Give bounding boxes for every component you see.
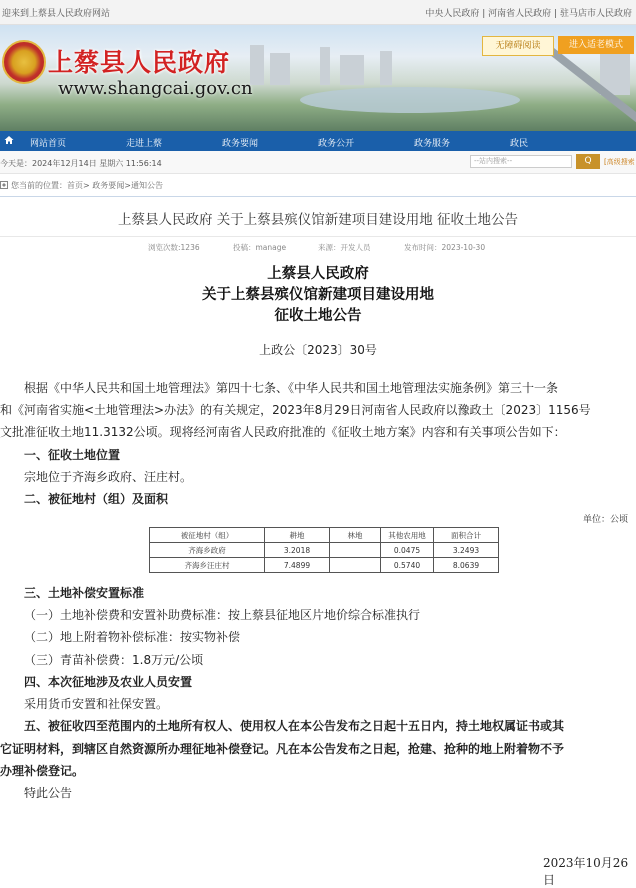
link-henan-gov[interactable]: 河南省人民政府: [488, 9, 552, 19]
link-separator: |: [554, 9, 558, 19]
divider: [0, 236, 636, 237]
banner-building: [380, 51, 392, 85]
site-title[interactable]: 上蔡县人民政府: [48, 48, 231, 77]
section-title: 五、被征收四至范围内的土地所有权人、使用权人在本公告发布之日起十五日内，持土地权属证书或其: [24, 719, 565, 733]
sign-date: 2023年10月26日: [543, 856, 629, 887]
intro-line: 和《河南省实施<土地管理法>办法》的有关规定，2023年8月29日河南省人民政府以豫政土〔2023〕1156号: [0, 403, 591, 417]
intro-line: 文批准征收土地11.3132公顷。现将经河南省人民政府批准的《征收土地方案》内容和有关事项公告如下：: [0, 425, 566, 439]
table-row: [150, 558, 499, 573]
section-body: 办理补偿登记。: [0, 764, 85, 778]
section-title: 二、被征地村（组）及面积: [24, 492, 169, 506]
table-cell: [330, 543, 381, 558]
table-header: 耕地: [265, 528, 330, 543]
section-body: 宗地位于齐海乡政府、汪庄村。: [24, 470, 193, 484]
section-item: （一）土地补偿费和安置补助费标准：按上蔡县征地区片地价综合标准执行: [24, 608, 421, 622]
table-cell: 齐海乡政府: [150, 543, 265, 558]
main-nav: [0, 131, 636, 151]
nav-item-about[interactable]: 走进上蔡: [126, 139, 163, 149]
section-title: 三、土地补偿安置标准: [24, 586, 145, 600]
table-cell: 3.2493: [434, 543, 499, 558]
meta-published: 发布时间：2023-10-30: [404, 243, 486, 252]
breadcrumb-text[interactable]: 您当前的位置：首页> 政务要闻>通知公告: [11, 181, 163, 190]
divider: [0, 196, 636, 197]
table-cell: 3.2018: [265, 543, 330, 558]
section-item: （二）地上附着物补偿标准：按实物补偿: [24, 630, 241, 644]
doc-heading-line-2: 关于上蔡县殡仪馆新建项目建设用地: [202, 287, 434, 303]
accessibility-button[interactable]: 无障碍阅读: [482, 36, 554, 56]
doc-heading-line-1: 上蔡县人民政府: [267, 266, 369, 282]
search-input[interactable]: --站内搜索--: [470, 155, 572, 168]
date-search-bar: [0, 151, 636, 174]
meta-author: 投稿：manage: [233, 243, 287, 252]
table-header-row: [150, 528, 499, 543]
land-table: [149, 527, 499, 573]
banner-building: [340, 55, 364, 85]
table-header: 林地: [330, 528, 381, 543]
national-emblem-icon: [2, 40, 46, 84]
table-cell: 0.5740: [381, 558, 434, 573]
nav-item-services[interactable]: 政务服务: [414, 139, 451, 149]
elder-mode-button[interactable]: 进入适老模式: [558, 36, 634, 54]
welcome-text: 迎来到上蔡县人民政府网站: [2, 9, 111, 19]
meta-source: 来源：开发人员: [318, 243, 371, 252]
table-row: [150, 543, 499, 558]
top-bar: [0, 0, 636, 25]
table-cell: 齐海乡汪庄村: [150, 558, 265, 573]
nav-item-home[interactable]: 网站首页: [30, 139, 67, 149]
nav-item-news[interactable]: 政务要闻: [222, 139, 259, 149]
advanced-search-link[interactable]: [高级搜索: [604, 158, 635, 166]
home-icon: [4, 135, 14, 145]
doc-heading-line-3: 征收土地公告: [274, 308, 362, 324]
banner-building: [270, 53, 290, 85]
banner-building: [320, 47, 330, 85]
link-separator: |: [482, 9, 486, 19]
table-cell: 8.0639: [434, 558, 499, 573]
link-zhumadian-gov[interactable]: 驻马店市人民政府: [559, 9, 632, 19]
site-url: www.shangcai.gov.cn: [58, 78, 253, 99]
doc-number: 上政公〔2023〕30号: [259, 343, 377, 357]
search-button[interactable]: Q: [576, 154, 600, 169]
section-body: 它证明材料，到辖区自然资源所办理征地补偿登记。凡在本公告发布之日起，抢建、抢种的地上附着物不予: [0, 742, 565, 756]
nav-item-gov-affairs[interactable]: 政务公开: [318, 139, 355, 149]
location-icon: [0, 181, 8, 189]
section-body: 采用货币安置和社保安置。: [24, 697, 169, 711]
meta-views: 浏览次数:1236: [148, 243, 200, 252]
breadcrumb: [0, 180, 163, 191]
section-item: （三）青苗补偿费：1.8万元/公顷: [24, 653, 204, 667]
closing-text: 特此公告: [24, 786, 73, 800]
page-title: 上蔡县人民政府 关于上蔡县殡仪馆新建项目建设用地 征收土地公告: [117, 212, 519, 228]
table-header: 其他农用地: [381, 528, 434, 543]
table-cell: 7.4899: [265, 558, 330, 573]
table-cell: [330, 558, 381, 573]
section-title: 四、本次征地涉及农业人员安置: [24, 675, 193, 689]
link-central-gov[interactable]: 中央人民政府: [425, 9, 480, 19]
unit-label: 单位：公顷: [583, 515, 629, 525]
table-header: 被征地村（组）: [150, 528, 265, 543]
top-links: [425, 6, 632, 19]
current-date: 今天是：2024年12月14日 星期六 11:56:14: [0, 159, 162, 168]
banner-lake: [300, 87, 520, 113]
section-title: 一、征收土地位置: [24, 448, 121, 462]
nav-item-interaction[interactable]: 政民: [510, 139, 529, 149]
intro-line: 根据《中华人民共和国土地管理法》第四十七条、《中华人民共和国土地管理法实施条例》第三十一条: [24, 381, 559, 395]
table-cell: 0.0475: [381, 543, 434, 558]
table-header: 面积合计: [434, 528, 499, 543]
